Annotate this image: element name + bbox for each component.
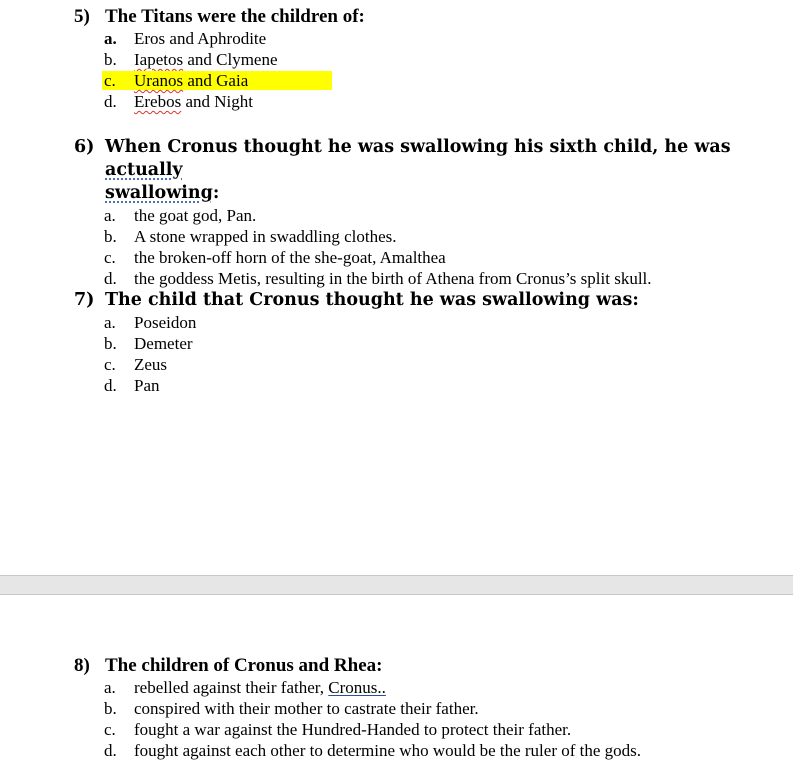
- option-text-wrap: [134, 91, 253, 112]
- option-text: Demeter: [134, 334, 193, 353]
- option-letter: d.: [104, 376, 117, 395]
- option-text: and Night: [181, 92, 253, 111]
- option-text: fought against each other to determine who would be the ruler of the gods.: [134, 741, 642, 760]
- option-letter: b.: [104, 334, 117, 353]
- option-6a: [74, 205, 774, 226]
- option-6c: [74, 247, 774, 268]
- question-text-wrap: [105, 136, 774, 205]
- option-letter: b.: [104, 50, 117, 69]
- option-letter: c.: [104, 355, 116, 374]
- misspelled-word[interactable]: Erebos: [134, 92, 182, 111]
- option-letter: c.: [104, 248, 116, 267]
- question-text: :: [212, 183, 220, 203]
- question-heading: [74, 655, 774, 677]
- question-7: [74, 289, 774, 396]
- grammar-flag-word[interactable]: swallowing: [105, 183, 213, 203]
- question-5: [74, 6, 774, 112]
- option-text: Pan: [134, 376, 160, 395]
- question-8: [74, 655, 774, 761]
- option-text: A stone wrapped in swaddling clothes.: [134, 227, 397, 246]
- option-text: rebelled against their father,: [134, 678, 329, 697]
- option-letter: d.: [104, 269, 117, 288]
- option-text: Poseidon: [134, 313, 197, 332]
- question-number: 6): [74, 137, 95, 157]
- question-number: 7): [74, 290, 95, 310]
- question-heading: [74, 136, 774, 205]
- option-text-wrap: [134, 70, 248, 91]
- option-7d: [74, 375, 774, 396]
- misspelled-word[interactable]: Uranos: [134, 71, 184, 90]
- option-6b: [74, 226, 774, 247]
- option-text: the broken-off horn of the she-goat, Amalthea: [134, 248, 446, 267]
- option-text: and Gaia: [183, 71, 249, 90]
- option-8b: [74, 698, 774, 719]
- option-letter: c.: [104, 720, 116, 739]
- question-text: When Cronus thought he was swallowing his sixth child, he was: [105, 137, 731, 157]
- option-5b: [74, 49, 774, 70]
- option-5d: [74, 91, 774, 112]
- option-text: Eros and Aphrodite: [134, 29, 267, 48]
- option-letter: b.: [104, 699, 117, 718]
- option-text: fought a war against the Hundred-Handed to protect their father.: [134, 720, 572, 739]
- option-text: conspired with their mother to castrate their father.: [134, 699, 479, 718]
- option-text-wrap: [134, 49, 278, 70]
- option-text: the goat god, Pan.: [134, 206, 257, 225]
- option-letter: a.: [104, 206, 116, 225]
- page-break-gap: [0, 575, 793, 595]
- option-text: the goddess Metis, resulting in the birth of Athena from Cronus’s split skull.: [134, 269, 652, 288]
- question-heading: [74, 289, 774, 312]
- option-8c: [74, 719, 774, 740]
- option-letter: a.: [104, 678, 116, 697]
- option-7b: [74, 333, 774, 354]
- option-5a: [74, 28, 774, 49]
- misspelled-word[interactable]: Iapetos: [134, 50, 184, 69]
- question-6: [74, 136, 774, 289]
- question-text: The child that Cronus thought he was swallowing was:: [105, 290, 639, 310]
- option-5c-highlighted: [74, 70, 774, 91]
- grammar-flag-word[interactable]: Cronus..: [328, 678, 386, 697]
- question-heading: [74, 6, 774, 28]
- option-letter: a.: [104, 313, 116, 332]
- option-letter: b.: [104, 227, 117, 246]
- option-letter: d.: [104, 741, 117, 760]
- option-6d: [74, 268, 774, 289]
- option-letter: c.: [104, 71, 116, 90]
- option-letter: d.: [104, 92, 117, 111]
- option-text: Zeus: [134, 355, 168, 374]
- option-letter: a.: [104, 29, 117, 48]
- option-7c: [74, 354, 774, 375]
- question-number: 5): [74, 6, 90, 27]
- document-page-2: [0, 595, 793, 773]
- question-number: 8): [74, 655, 90, 676]
- option-7a: [74, 312, 774, 333]
- option-8d: [74, 740, 774, 761]
- option-8a: [74, 677, 774, 698]
- question-text: The Titans were the children of:: [105, 6, 365, 27]
- option-text: and Clymene: [183, 50, 278, 69]
- grammar-flag-word[interactable]: actually: [105, 160, 183, 180]
- option-text-wrap: [134, 677, 386, 698]
- question-text: The children of Cronus and Rhea:: [105, 655, 383, 676]
